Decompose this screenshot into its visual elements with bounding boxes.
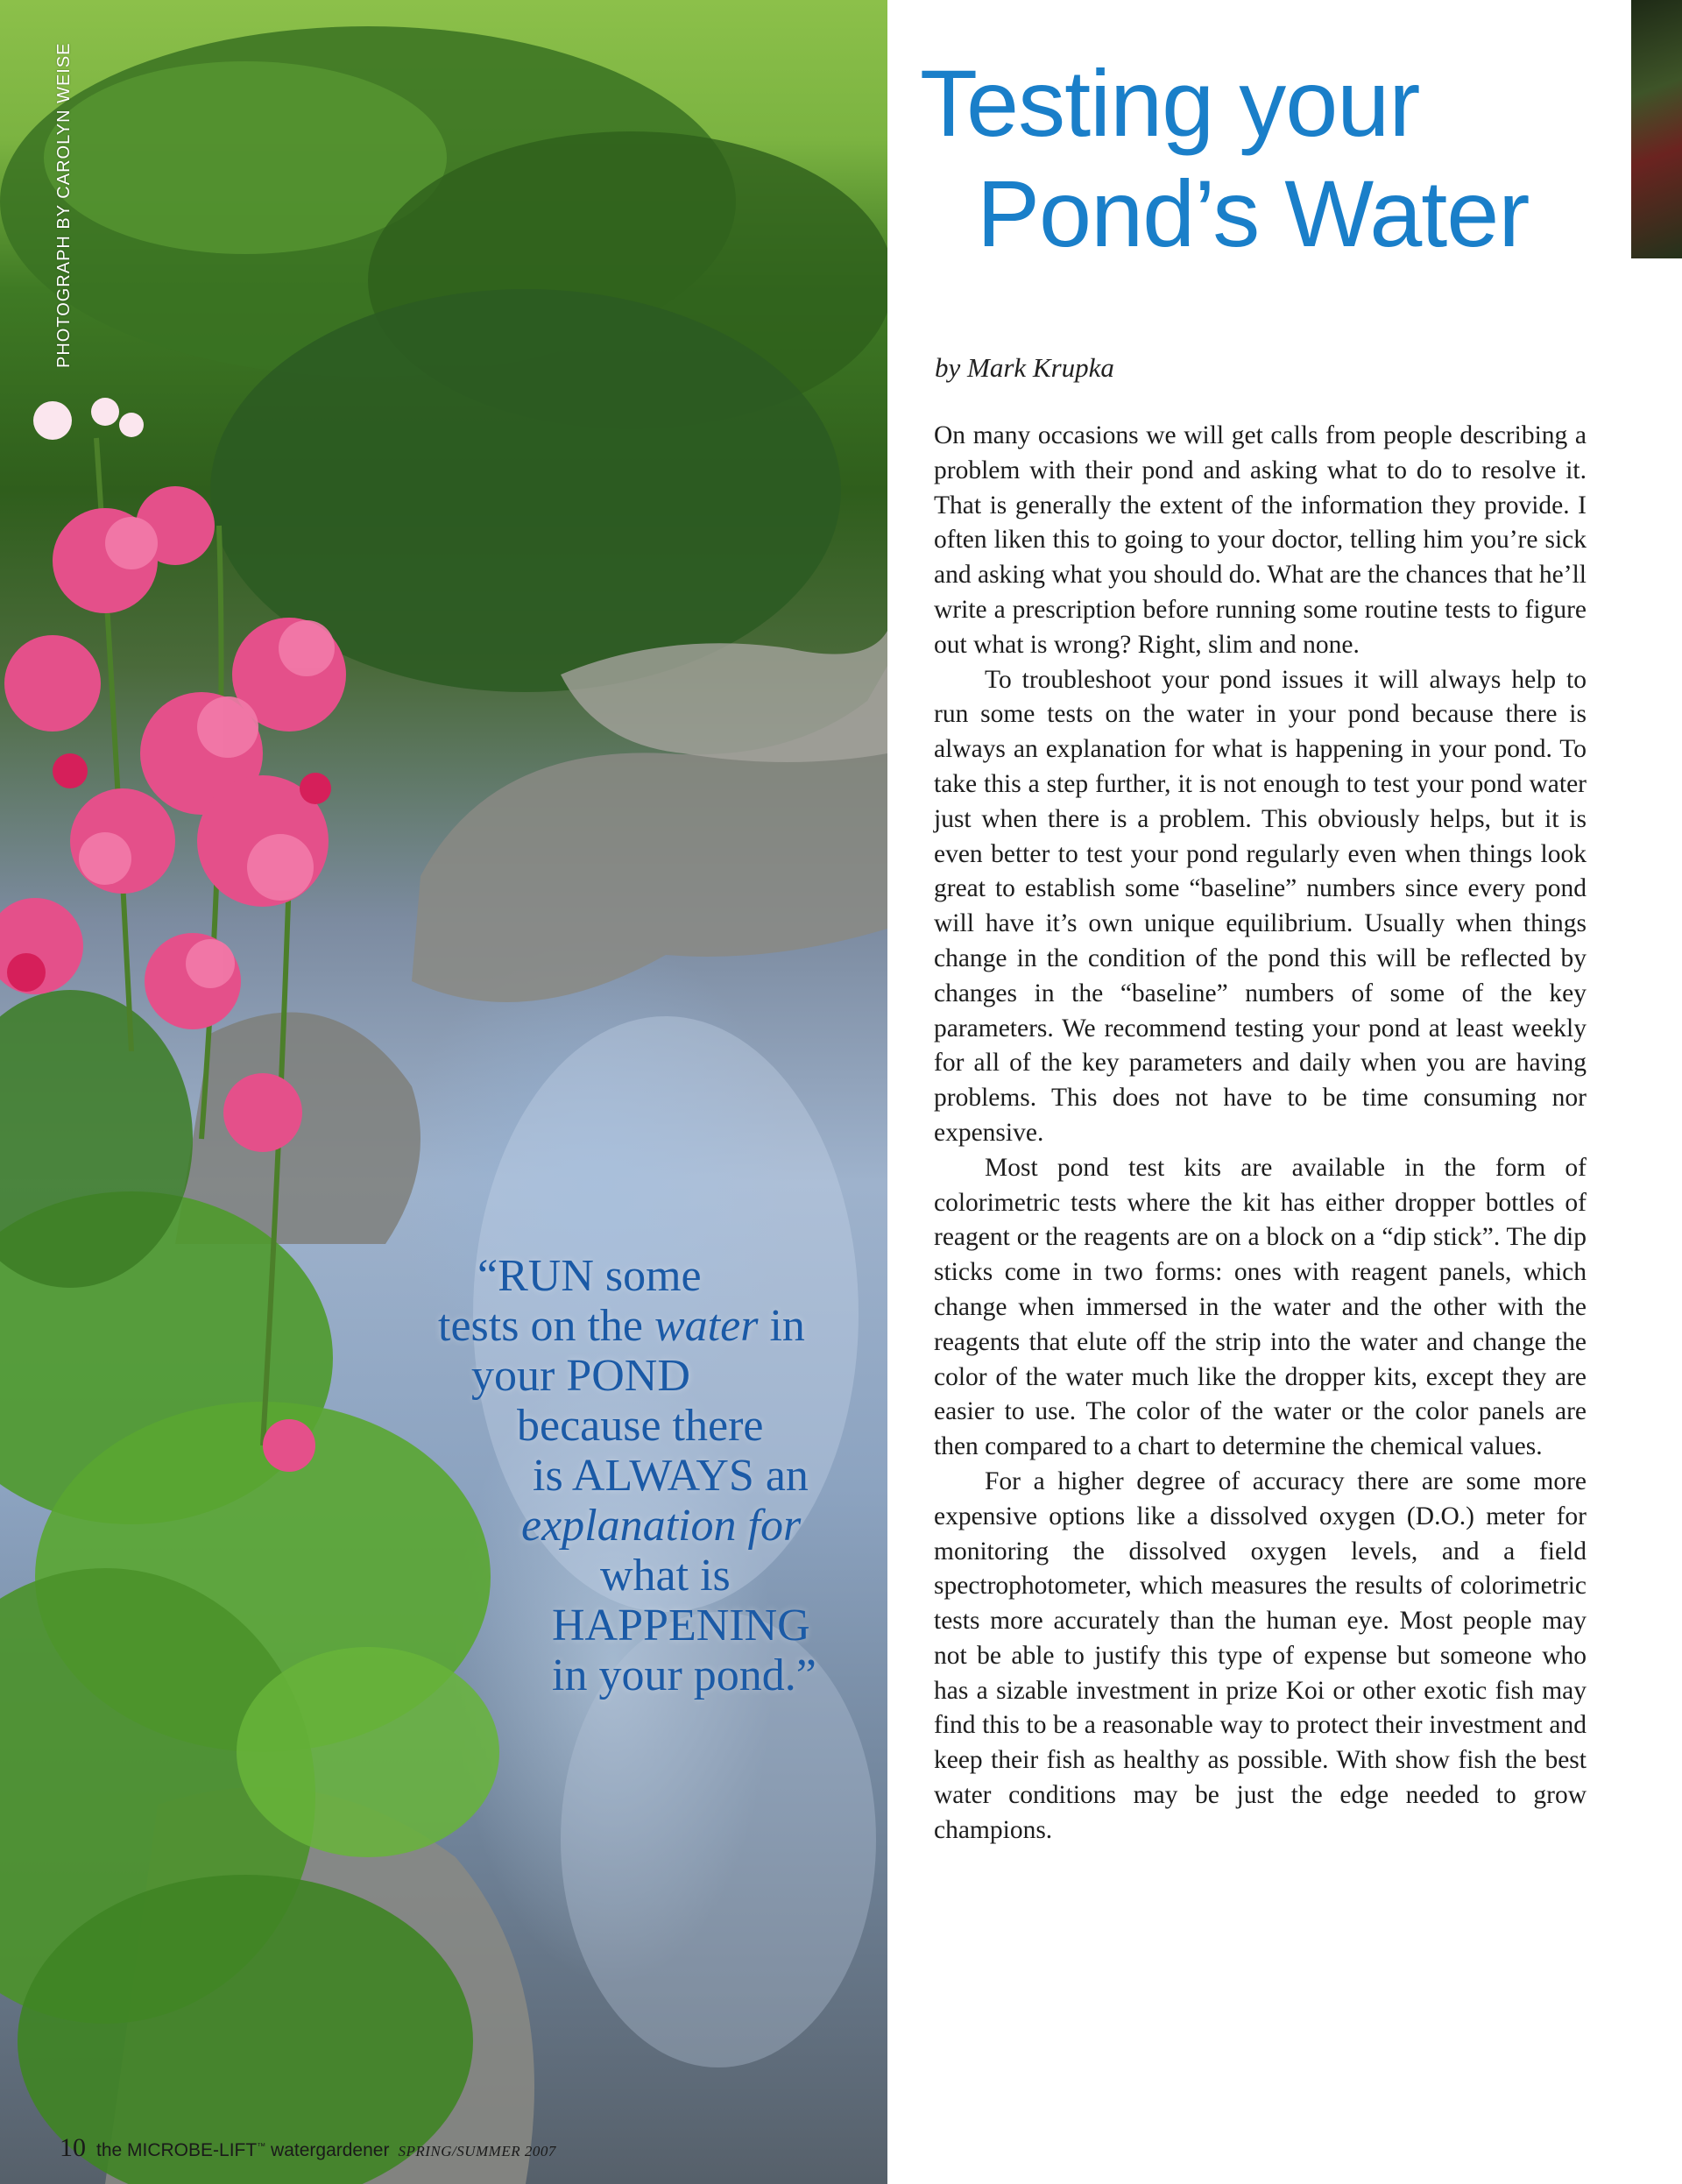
trademark-symbol: ™ (257, 2142, 266, 2152)
pull-quote-line: your POND (471, 1351, 690, 1401)
article-title (920, 48, 1656, 269)
page-number: 10 (60, 2133, 86, 2162)
magazine-name (96, 2140, 389, 2160)
pull-quote-line: “RUN some (477, 1251, 702, 1301)
byline: by Mark Krupka (935, 352, 1114, 383)
pull-quote-emphasis: water (654, 1301, 759, 1351)
magazine-brand: the MICROBE-LIFT (96, 2140, 258, 2160)
issue-date: SPRING/SUMMER 2007 (398, 2143, 556, 2159)
photo-credit: PHOTOGRAPH BY CAROLYN WEISE (54, 42, 74, 368)
body-paragraph: Most pond test kits are available in the form of colorimetric tests where the kit has either dropper bottles of reagent or the reagents are on a block on a “dip stick”. The dip sticks come in two forms: ones with reagent panels, which change when immersed in the water and the other with the reagents that elute off the strip into the water and change the color of the water much like the dropper kits, except they are easier to use. The color of the water or the color panels are then compared to a chart to determine the chemical values. (934, 1153, 1587, 1461)
pull-quote-line: because there (517, 1401, 764, 1451)
pull-quote-line: tests on the water in (438, 1301, 805, 1351)
magazine-suffix: watergardener (271, 2140, 390, 2160)
pull-quote-line: HAPPENING (552, 1601, 810, 1650)
article-body (934, 419, 1587, 1848)
title-line-1: Testing your (920, 50, 1420, 156)
title-line-2: Pond’s Water (977, 160, 1530, 266)
body-paragraph: On many occasions we will get calls from people describing a problem with their pond and asking what to do to resolve it. That is generally the extent of the information they provide. I often liken this to going to your doctor, telling him you’re sick and asking what you should do. What are the chances that he’ll write a prescription before running some routine tests to figure out what is wrong? Right, slim and none. (934, 421, 1587, 659)
pull-quote-line: explanation for (521, 1501, 802, 1551)
pull-quote-line: in your pond.” (552, 1650, 816, 1700)
pull-quote-line: what is (600, 1551, 731, 1601)
pull-quote (412, 1251, 867, 1700)
body-paragraph: For a higher degree of accuracy there are some more expensive options like a dissolved oxygen (D.O.) meter for monitoring the dissolved oxygen levels, and a field spectrophotometer, which measures the results of colorimetric tests more accurately than the human eye. Most people may not be able to justify this type of expense but someone who has a sizable investment in prize Koi or other exotic fish may find this to be a reasonable way to protect their investment and keep their fish as healthy as possible. With show fish the best water conditions may be just the edge needed to grow champions. (934, 1467, 1587, 1844)
page-footer (60, 2133, 556, 2163)
pull-quote-line: is ALWAYS an (533, 1451, 809, 1501)
body-paragraph: To troubleshoot your pond issues it will always help to run some tests on the water in your pond because there is always an explanation for what is happening in your pond. To take this a step further, it is not enough to test your pond water just when there is a problem. This obviously helps, but it is even better to test your pond regularly even when things look great to establish some “baseline” numbers since every pond will have it’s own unique equilibrium. Usually when things change in the condition of the pond this will be reflected by changes in the “baseline” numbers of some of the key parameters. We recommend testing your pond at least weekly for all of the key parameters and daily when you are having problems. This does not have to be time consuming nor expensive. (934, 665, 1587, 1147)
